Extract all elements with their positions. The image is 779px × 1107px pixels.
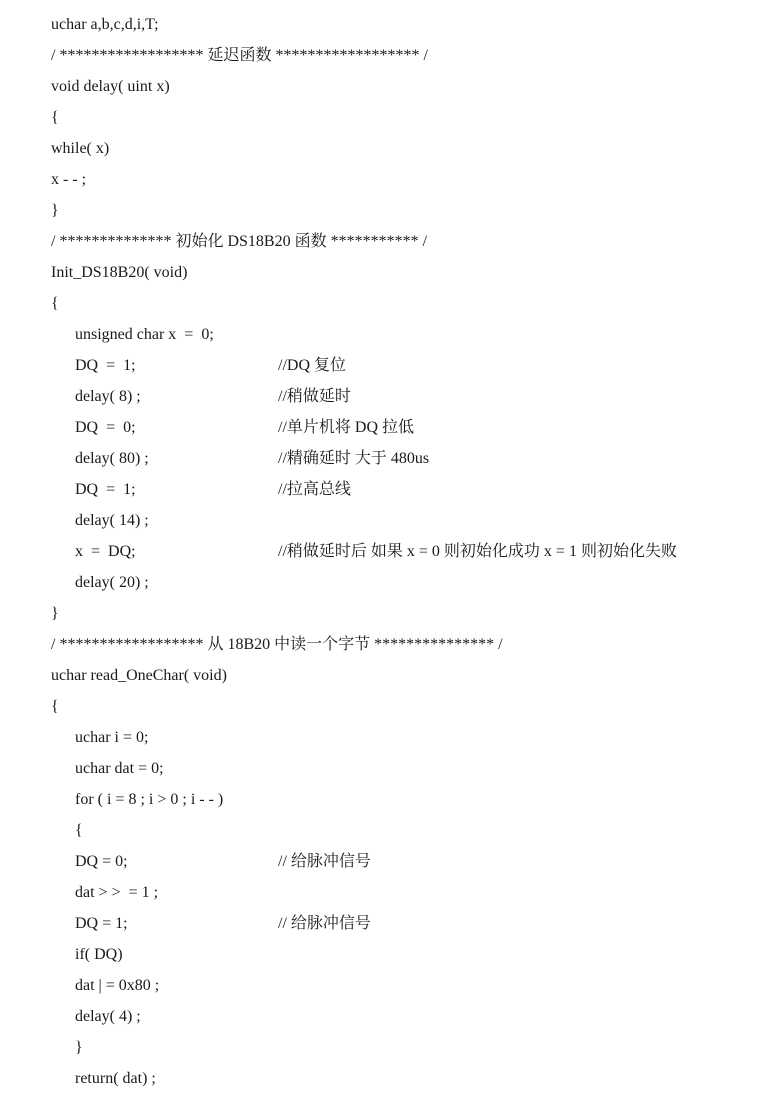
code-line — [75, 415, 136, 441]
code-line — [75, 880, 158, 906]
code-text: uchar i = 0; — [75, 729, 149, 746]
code-line — [75, 508, 149, 534]
code-text: while( x) — [51, 140, 110, 157]
code-text: DQ = 1; — [75, 481, 136, 498]
code-text: { — [51, 295, 59, 312]
code-text: unsigned char x = 0; — [75, 326, 214, 343]
code-line — [51, 291, 59, 317]
code-line — [51, 663, 227, 689]
code-text: DQ = 1; — [75, 915, 128, 932]
code-text: delay( 80) ; — [75, 450, 149, 467]
code-text: delay( 4) ; — [75, 1008, 141, 1025]
code-text: / ************** 初始化 DS18B20 函数 *********** / — [51, 233, 428, 250]
code-line — [75, 942, 123, 968]
code-text: / ****************** 延迟函数 ****************** / — [51, 47, 428, 64]
code-text: Init_DS18B20( void) — [51, 264, 188, 281]
code-comment: //单片机将 DQ 拉低 — [278, 419, 415, 436]
code-line — [51, 167, 86, 193]
code-text: dat > > = 1 ; — [75, 884, 159, 901]
code-line — [75, 446, 149, 472]
code-text: } — [75, 1039, 83, 1056]
code-text: return( dat) ; — [75, 1070, 156, 1087]
code-line — [51, 260, 187, 286]
code-line — [51, 105, 59, 131]
code-comment: //DQ 复位 — [278, 357, 347, 374]
code-comment: // 给脉冲信号 — [278, 853, 371, 870]
code-line — [75, 539, 136, 565]
code-line — [75, 911, 128, 937]
code-line — [51, 12, 159, 38]
code-text: if( DQ) — [75, 946, 123, 963]
code-text: / ****************** 从 18B20 中读一个字节 *************** / — [51, 636, 503, 653]
code-comment: //拉高总线 — [278, 481, 351, 498]
code-text: { — [51, 698, 59, 715]
code-comment: // 给脉冲信号 — [278, 915, 371, 932]
code-line — [75, 725, 148, 751]
code-line — [75, 570, 149, 596]
code-line — [75, 477, 136, 503]
code-text: x - - ; — [51, 171, 87, 188]
code-line — [51, 43, 428, 69]
code-text: } — [51, 202, 59, 219]
code-line — [75, 1035, 83, 1061]
code-text: DQ = 0; — [75, 853, 128, 870]
code-text: delay( 20) ; — [75, 574, 149, 591]
code-text: x = DQ; — [75, 543, 136, 560]
code-comment: //稍做延时后 如果 x = 0 则初始化成功 x = 1 则初始化失败 — [278, 543, 677, 560]
code-line — [75, 1066, 156, 1092]
code-line — [75, 849, 128, 875]
code-comment: //精确延时 大于 480us — [278, 450, 430, 467]
code-line — [75, 756, 164, 782]
code-line — [75, 787, 223, 813]
code-text: uchar dat = 0; — [75, 760, 164, 777]
code-text: uchar read_OneChar( void) — [51, 667, 227, 684]
code-line — [51, 229, 427, 255]
code-text: void delay( uint x) — [51, 78, 170, 95]
code-text: } — [51, 605, 59, 622]
code-text: { — [75, 822, 83, 839]
code-text: { — [51, 109, 59, 126]
code-line — [75, 384, 141, 410]
code-line — [75, 1004, 141, 1030]
code-line — [51, 632, 503, 658]
code-line — [75, 818, 83, 844]
code-line — [51, 694, 59, 720]
code-text: uchar a,b,c,d,i,T; — [51, 16, 159, 33]
code-text: DQ = 1; — [75, 357, 136, 374]
code-line — [51, 74, 170, 100]
code-text: dat | = 0x80 ; — [75, 977, 160, 994]
code-line — [75, 353, 136, 379]
code-text: for ( i = 8 ; i > 0 ; i - - ) — [75, 791, 224, 808]
code-line — [51, 601, 59, 627]
code-text: delay( 8) ; — [75, 388, 141, 405]
code-comment: //稍做延时 — [278, 388, 351, 405]
code-line — [75, 973, 159, 999]
code-line — [51, 136, 109, 162]
code-text: DQ = 0; — [75, 419, 136, 436]
code-text: delay( 14) ; — [75, 512, 149, 529]
code-line — [75, 322, 214, 348]
code-line — [51, 198, 59, 224]
